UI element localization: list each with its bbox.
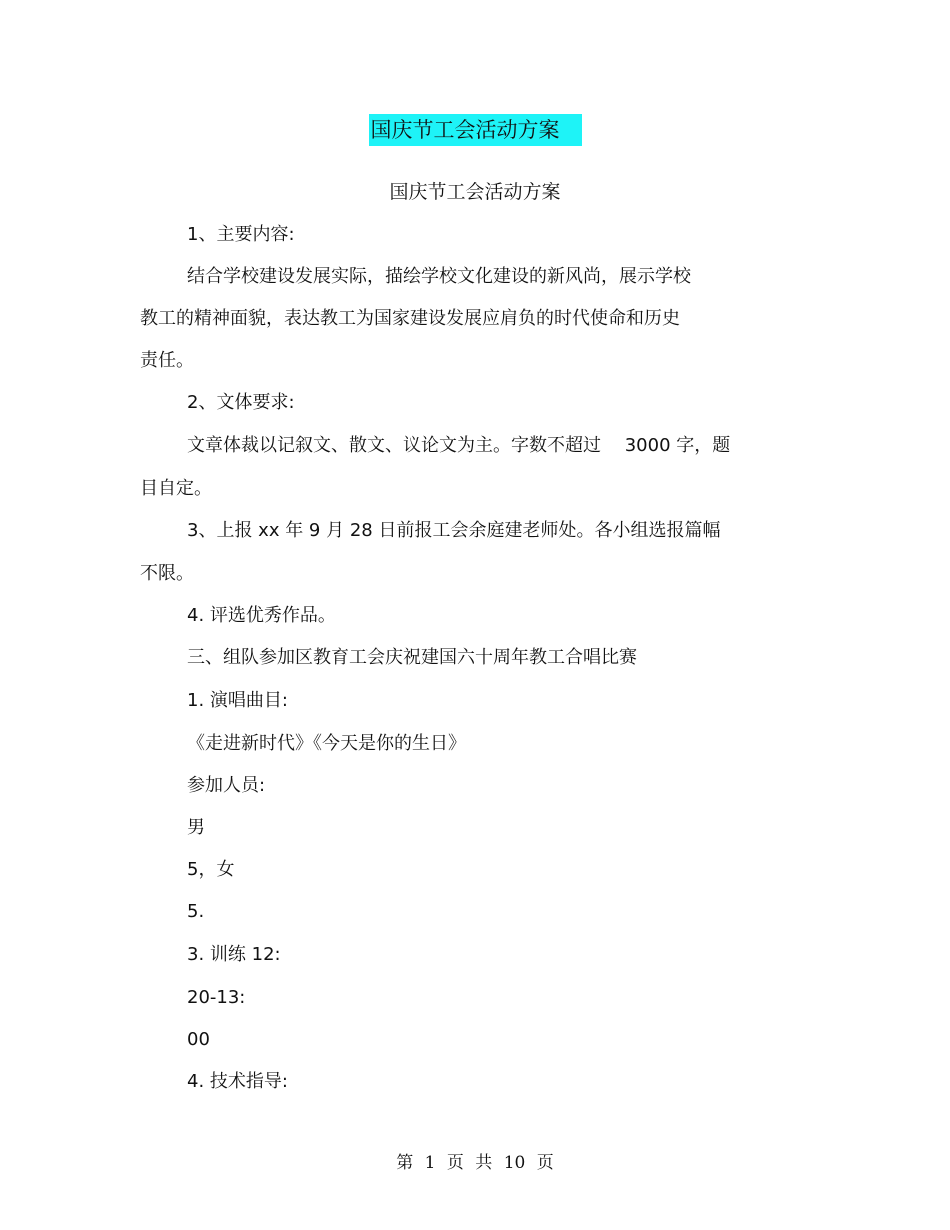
page-footer: 第 1 页 共 10 页 [396,1153,554,1173]
body-line: 3. 训练 12: [187,944,281,965]
body-line: 1. 演唱曲目: [187,690,288,711]
body-line: 参加人员: [187,775,266,796]
body-line: 4. 技术指导: [187,1071,288,1092]
body-line: 目自定。 [140,478,212,499]
body-line: 男 [187,817,205,838]
body-line: 不限。 [140,563,194,584]
body-line: 5，女 [187,859,235,880]
body-line: 3、上报 xx 年 9 月 28 日前报工会余庭建老师处。各小组选报篇幅 [187,520,721,541]
body-line: 《走进新时代》《今天是你的生日》 [187,733,466,754]
body-line: 教工的精神面貌，表达教工为国家建设发展应肩负的时代使命和历史 [140,308,680,329]
body-line: 文章体裁以记叙文、散文、议论文为主。字数不超过 3000 字，题 [187,435,731,456]
body-line: 00 [187,1029,210,1050]
body-line: 20-13: [187,987,246,1008]
body-line: 责任。 [140,350,194,371]
document-subtitle: 国庆节工会活动方案 [389,181,561,203]
body-line: 结合学校建设发展实际，描绘学校文化建设的新风尚，展示学校 [187,266,691,287]
body-line: 5. [187,901,205,922]
body-line: 4. 评选优秀作品。 [187,605,336,626]
body-line: 2、文体要求: [187,392,295,413]
section-heading: 三、组队参加区教育工会庆祝建国六十周年教工合唱比赛 [187,647,637,668]
body-line: 1、主要内容: [187,224,295,245]
title-wrap [0,114,950,146]
document-title: 国庆节工会活动方案 [369,114,582,146]
